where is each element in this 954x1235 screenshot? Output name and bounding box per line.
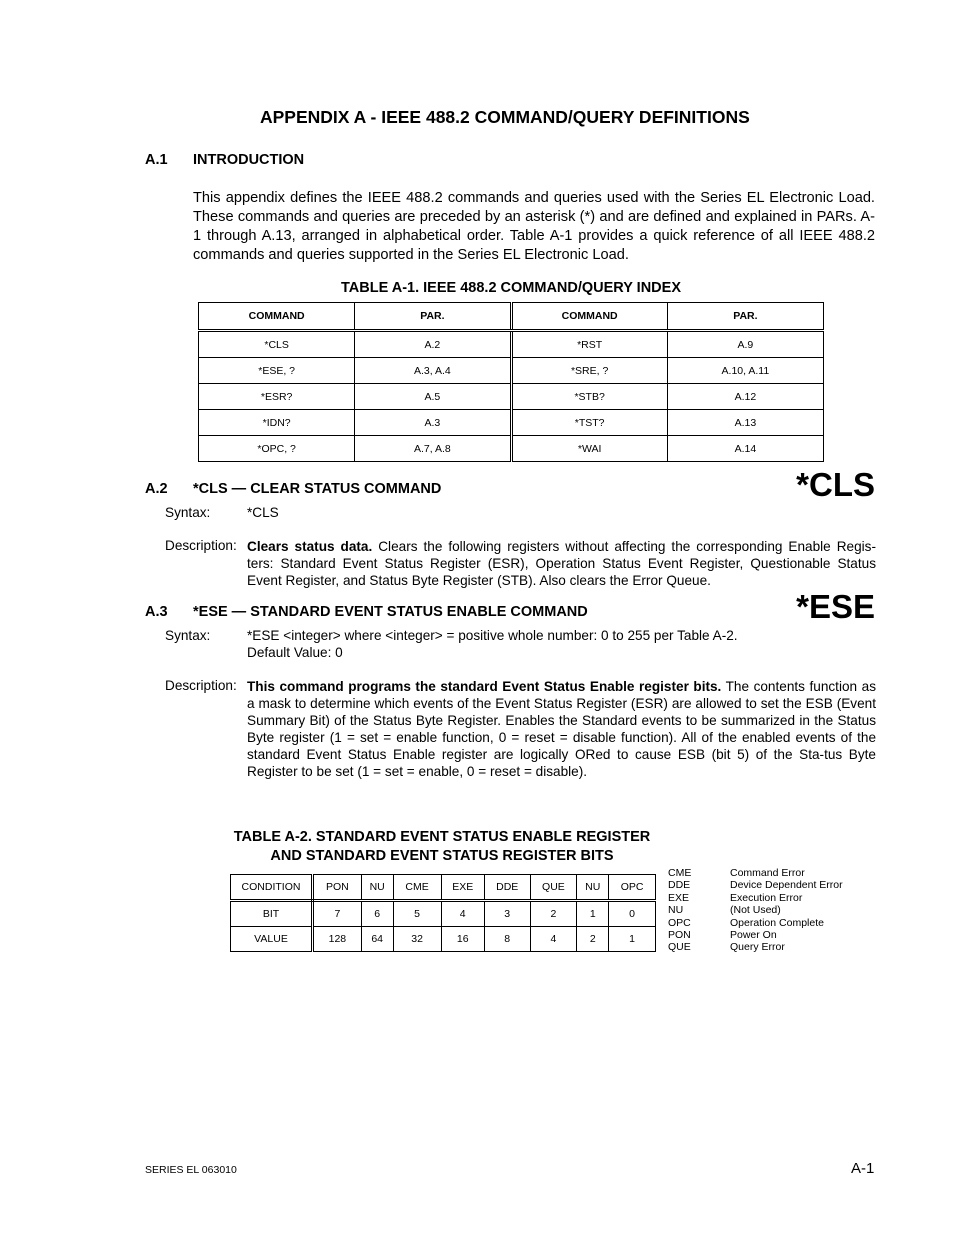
section-a2-number: A.2	[145, 481, 168, 497]
table-cell: CME	[393, 875, 441, 901]
table-a2-caption-line2: AND STANDARD EVENT STATUS REGISTER BITS	[270, 848, 614, 864]
table-cell: NU	[361, 875, 393, 901]
table-cell: *STB?	[511, 384, 667, 410]
legend-meaning: Execution Error	[730, 891, 803, 904]
table-cell: A.14	[667, 436, 823, 462]
table-cell: 6	[361, 901, 393, 927]
section-a3-title: *ESE — STANDARD EVENT STATUS ENABLE COMMAND	[193, 604, 588, 620]
table-cell: *SRE, ?	[511, 358, 667, 384]
table-cell: *ESR?	[199, 384, 355, 410]
cls-description-label: Description:	[165, 538, 237, 553]
table-cell: *IDN?	[199, 410, 355, 436]
table-cell: 128	[313, 927, 362, 952]
table-cell: *TST?	[511, 410, 667, 436]
cls-description-text: Clears the following registers without affecting the corresponding Enable Regis-ters: Standard Event Status Register (ESR), Operation Status Event Register, Questionable Status Event Register, and Status Byte Register (STB). Also clears the Error Queue.	[247, 539, 876, 588]
table-cell: OPC	[609, 875, 656, 901]
table-row	[199, 331, 824, 358]
table-cell: 8	[484, 927, 530, 952]
legend-meaning: Operation Complete	[730, 916, 824, 929]
ese-description-bold: This command programs the standard Event Status Enable register bits.	[247, 679, 722, 694]
ese-syntax-value: *ESE <integer> where <integer> = positive whole number: 0 to 255 per Table A-2.	[247, 628, 738, 643]
table-cell: 2	[530, 901, 577, 927]
table-cell: A.9	[667, 331, 823, 358]
table-row	[199, 436, 824, 462]
ese-description-text: The contents function as a mask to determine which events of the Event Status Register (ESR) are allowed to set the ESB (Event Summary Bit) of the Status Byte Register. Enables the Standard events to be summarized in the Status Byte register (1 = set = enable function, 0 = reset = disable function). All of the enabled events of the standard Event Status Enable register are logically ORed to cause ESB (bit 5) of the Sta-tus Byte Register to be set (1 = set = enable, 0 = reset = disable).	[247, 679, 876, 779]
legend-abbr: CME	[668, 867, 692, 879]
table-cell: DDE	[484, 875, 530, 901]
table-row	[199, 410, 824, 436]
table-cell: A.13	[667, 410, 823, 436]
table-cell: *WAI	[511, 436, 667, 462]
table-cell: A.10, A.11	[667, 358, 823, 384]
table-row	[231, 875, 656, 901]
legend-meanings	[730, 867, 843, 954]
table-cell: *CLS	[199, 331, 355, 358]
table-cell: NU	[577, 875, 609, 901]
cls-syntax-label: Syntax:	[165, 505, 211, 520]
ese-description	[247, 678, 876, 780]
table-cell: PON	[313, 875, 362, 901]
legend-abbreviations	[668, 867, 691, 954]
legend-meaning: Device Dependent Error	[730, 879, 843, 892]
table-a1-header: COMMAND	[199, 303, 355, 331]
table-row	[199, 358, 824, 384]
section-a3-number: A.3	[145, 604, 168, 620]
table-cell: 32	[393, 927, 441, 952]
ese-command-heading: *ESE	[796, 588, 875, 625]
section-a1-title: INTRODUCTION	[193, 152, 305, 168]
table-a1	[198, 302, 824, 462]
legend-meaning: Query Error	[730, 941, 785, 954]
table-cell: 4	[441, 901, 484, 927]
legend-abbr: NU	[668, 904, 684, 917]
legend-abbr: PON	[668, 929, 691, 942]
table-row	[231, 927, 656, 952]
table-a1-header: COMMAND	[511, 303, 667, 331]
table-cell: *OPC, ?	[199, 436, 355, 462]
cls-command-heading: *CLS	[796, 466, 875, 503]
table-a2-caption-line1: TABLE A-2. STANDARD EVENT STATUS ENABLE REGISTER	[233, 829, 651, 845]
legend-abbr: DDE	[668, 879, 691, 892]
table-cell: 64	[361, 927, 393, 952]
table-a1-caption: TABLE A-1. IEEE 488.2 COMMAND/QUERY INDEX	[340, 280, 681, 296]
ese-default-value: Default Value: 0	[247, 645, 343, 660]
table-a1-header: PAR.	[667, 303, 823, 331]
table-cell: A.12	[667, 384, 823, 410]
cls-syntax-value: *CLS	[247, 505, 279, 520]
cls-description	[247, 538, 876, 589]
footer-page-number: A-1	[851, 1160, 875, 1177]
table-cell: 1	[577, 901, 609, 927]
table-cell: 3	[484, 901, 530, 927]
table-cell: 5	[393, 901, 441, 927]
table-cell: 2	[577, 927, 609, 952]
section-a2-title: *CLS — CLEAR STATUS COMMAND	[193, 481, 442, 497]
table-row	[231, 901, 656, 927]
table-cell: A.5	[355, 384, 511, 410]
table-cell: EXE	[441, 875, 484, 901]
footer-document-id: SERIES EL 063010	[145, 1164, 237, 1176]
table-cell: 1	[609, 927, 656, 952]
table-cell: QUE	[530, 875, 577, 901]
legend-abbr: OPC	[668, 916, 691, 929]
table-a2	[230, 874, 656, 952]
table-cell: VALUE	[231, 927, 313, 952]
table-cell: A.3, A.4	[355, 358, 511, 384]
ese-description-label: Description:	[165, 678, 237, 693]
table-cell: A.3	[355, 410, 511, 436]
table-cell: 0	[609, 901, 656, 927]
intro-paragraph: This appendix defines the IEEE 488.2 commands and queries used with the Series EL Electronic Load. These commands and queries are preceded by an asterisk (*) and are defined and explained in PARs. A-1 through A.13, arranged in alphabetical order. Table A-1 provides a quick reference of all IEEE 488.2 commands and queries supported in the Series EL Electronic Load.	[193, 190, 875, 263]
legend-abbr: EXE	[668, 891, 690, 904]
legend-meaning: Command Error	[730, 867, 805, 879]
table-cell: BIT	[231, 901, 313, 927]
table-cell: 7	[313, 901, 362, 927]
ese-syntax-label: Syntax:	[165, 628, 211, 643]
appendix-title: APPENDIX A - IEEE 488.2 COMMAND/QUERY DEFINITIONS	[260, 107, 750, 127]
table-cell: 16	[441, 927, 484, 952]
table-row	[199, 384, 824, 410]
legend-meaning: Power On	[730, 929, 777, 942]
table-cell: CONDITION	[231, 875, 313, 901]
cls-description-bold: Clears status data.	[247, 539, 373, 554]
table-cell: 4	[530, 927, 577, 952]
table-a1-header: PAR.	[355, 303, 511, 331]
section-a1-number: A.1	[145, 152, 168, 168]
table-cell: *ESE, ?	[199, 358, 355, 384]
legend-meaning: (Not Used)	[730, 904, 781, 917]
table-cell: A.7, A.8	[355, 436, 511, 462]
table-cell: *RST	[511, 331, 667, 358]
table-cell: A.2	[355, 331, 511, 358]
legend-abbr: QUE	[668, 941, 691, 954]
